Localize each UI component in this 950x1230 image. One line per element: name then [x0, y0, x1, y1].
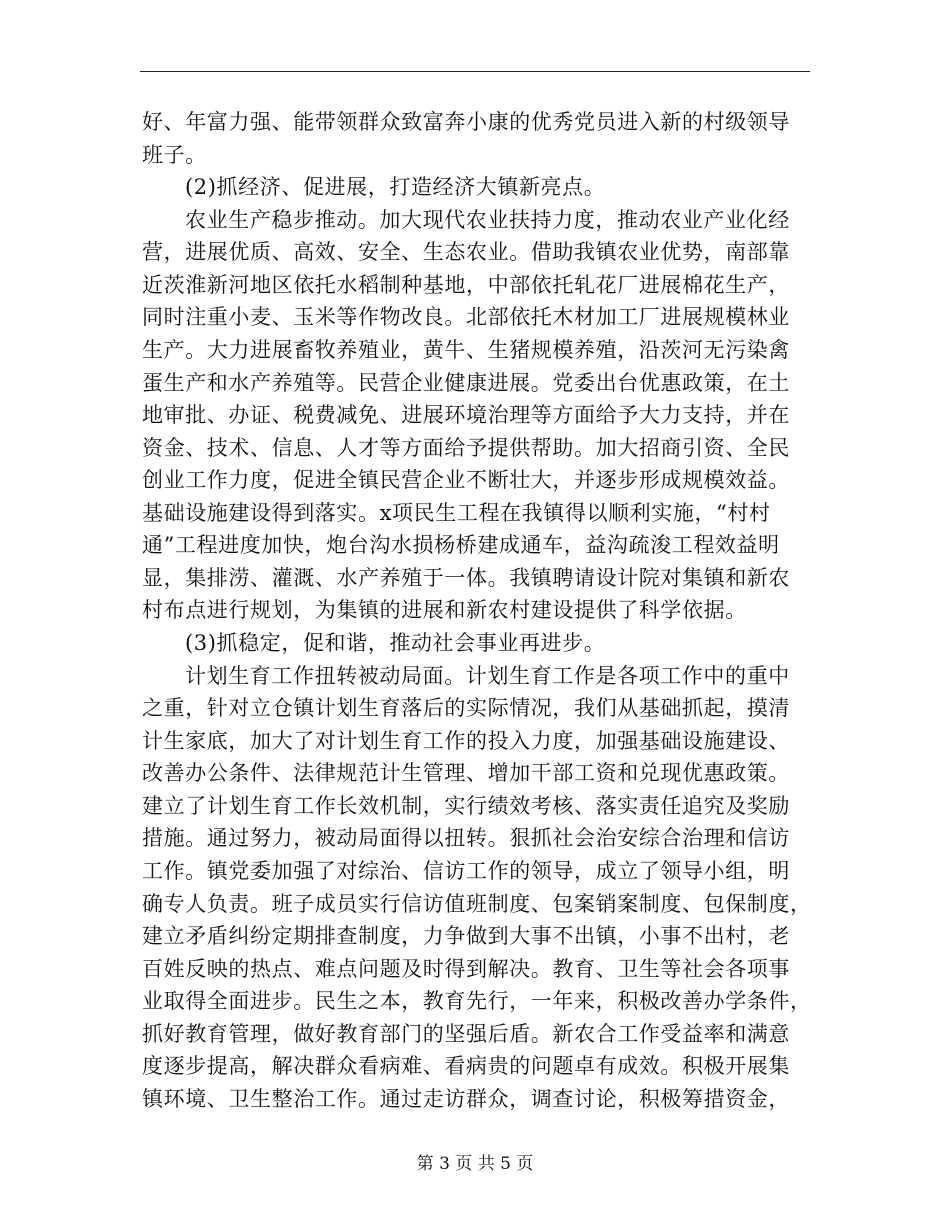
text-line: 创业工作力度，促进全镇民营企业不断壮大，并逐步形成规模效益。 [142, 468, 790, 493]
text-line: 确专人负责。班子成员实行信访值班制度、包案销案制度、包保制度， [142, 891, 812, 916]
text-line: 显，集排涝、灌溉、水产养殖于一体。我镇聘请设计院对集镇和新农 [142, 565, 790, 590]
text-line: 百姓反映的热点、难点问题及时得到解决。教育、卫生等社会各项事 [142, 956, 790, 981]
text-line: 计划生育工作扭转被动局面。计划生育工作是各项工作中的重中 [185, 663, 790, 688]
section-heading [142, 171, 822, 204]
text-line: 之重，针对立仓镇计划生育落后的实际情况，我们从基础抓起，摸清 [142, 696, 790, 721]
text-line: 好、年富力强、能带领群众致富奔小康的优秀党员进入新的村级领导 [142, 110, 790, 134]
text-line: 建立了计划生育工作长效机制，实行绩效考核、落实责任追究及奖励 [142, 793, 790, 818]
text-line: 改善办公条件、法律规范计生管理、增加干部工资和兑现优惠政策。 [142, 761, 790, 786]
text-line: 计生家底，加大了对计划生育工作的投入力度，加强基础设施建设、 [142, 728, 790, 753]
text-line: 蛋生产和水产养殖等。民营企业健康进展。党委出台优惠政策，在土 [142, 370, 790, 395]
text-line: 农业生产稳步推动。加大现代农业扶持力度，推动农业产业化经 [185, 207, 790, 232]
text-line: (3)抓稳定，促和谐，推动社会事业再进步。 [185, 631, 606, 655]
paragraph [142, 204, 822, 627]
text-line: 措施。通过努力，被动局面得以扭转。狠抓社会治安综合治理和信访 [142, 826, 790, 851]
text-line: 镇环境、卫生整治工作。通过走访群众，调查讨论，积极筹措资金， [142, 1086, 790, 1111]
paragraph [142, 660, 822, 1116]
text-line: 抓好教育管理，做好教育部门的坚强后盾。新农合工作受益率和满意 [142, 1021, 790, 1046]
text-line: 度逐步提高，解决群众看病难、看病贵的问题卓有成效。积极开展集 [142, 1054, 790, 1079]
text-line: 地审批、办证、税费减免、进展环境治理等方面给予大力支持，并在 [142, 403, 790, 428]
page-number-footer: 第 3 页 共 5 页 [416, 1154, 534, 1174]
paragraph [142, 106, 822, 171]
text-line: 营，进展优质、高效、安全、生态农业。借助我镇农业优势，南部靠 [142, 240, 790, 265]
text-line: 近茨淮新河地区依托水稻制种基地，中部依托轧花厂进展棉花生产， [142, 272, 790, 297]
text-line: 建立矛盾纠纷定期排查制度，力争做到大事不出镇，小事不出村，老 [142, 924, 790, 949]
text-line: 村布点进行规划，为集镇的进展和新农村建设提供了科学依据。 [142, 598, 747, 623]
text-line: 班子。 [142, 142, 207, 167]
text-line: 资金、技术、信息、人才等方面给予提供帮助。加大招商引资、全民 [142, 435, 790, 460]
document-body [142, 106, 822, 1115]
text-line: (2)抓经济、促进展，打造经济大镇新亮点。 [185, 175, 606, 200]
text-line: 基础设施建设得到落实。x项民生工程在我镇得以顺利实施，“村村 [142, 500, 771, 525]
text-line: 生产。大力进展畜牧养殖业，黄牛、生猪规模养殖，沿茨河无污染禽 [142, 337, 790, 362]
header-rule [140, 71, 810, 72]
text-line: 同时注重小麦、玉米等作物改良。北部依托木材加工厂进展规模林业 [142, 305, 790, 330]
text-line: 业取得全面进步。民生之本，教育先行，一年来，积极改善办学条件， [142, 989, 812, 1014]
text-line: 通”工程进度加快，炮台沟水损杨桥建成通车，益沟疏浚工程效益明 [142, 533, 780, 558]
section-heading [142, 627, 822, 660]
text-line: 工作。镇党委加强了对综治、信访工作的领导，成立了领导小组，明 [142, 858, 790, 883]
